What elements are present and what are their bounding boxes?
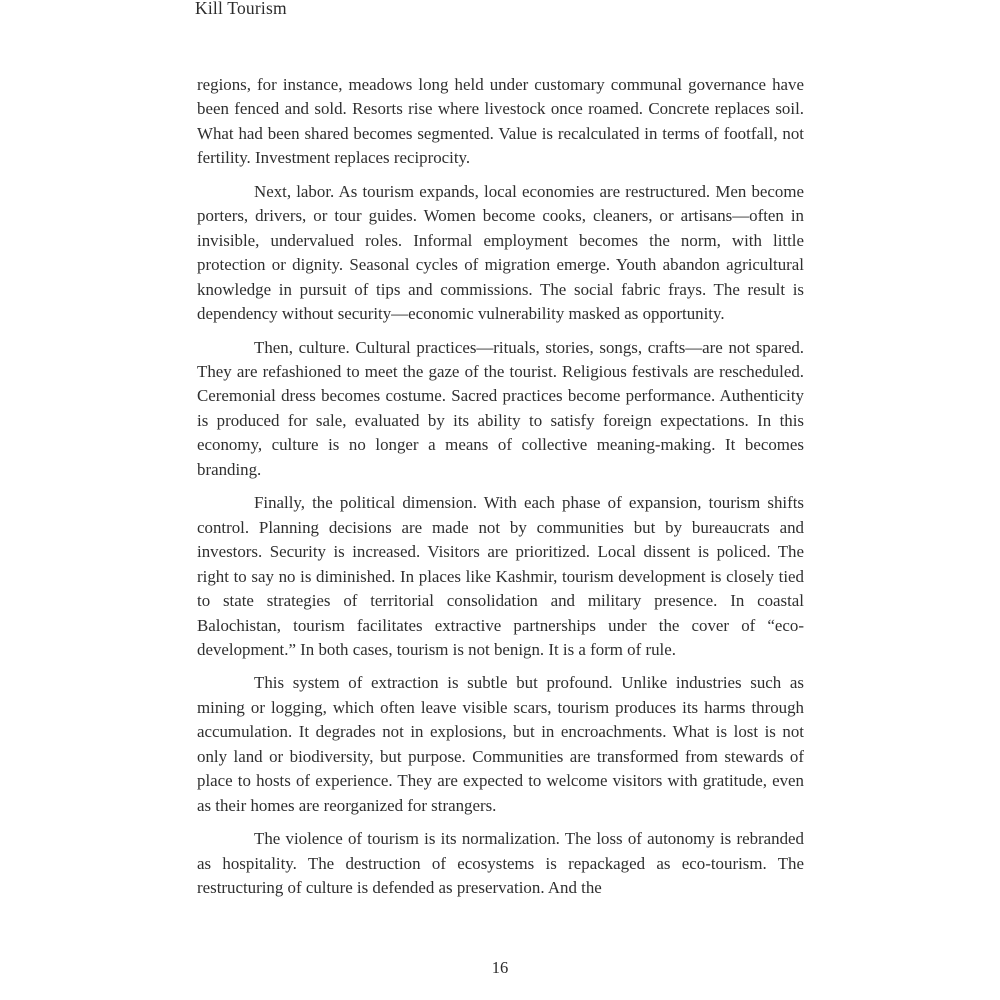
paragraph: Then, culture. Cultural practices—rituals, stories, songs, crafts—are not spared. They are refashioned to meet the gaze of the tourist. Religious festivals are rescheduled. Ceremonial dress becomes costume. Sacred practices become performance. Authenticity is produced for sale, evaluated by its ability to satisfy foreign expectations. In this economy, culture is no longer a means of collective meaning-making. It becomes branding.: [197, 337, 804, 479]
paragraph: The violence of tourism is its normalization. The loss of autonomy is rebranded as hospitality. The destruction of ecosystems is repackaged as eco-tourism. The restructuring of culture is defended as preservation. And the: [197, 829, 804, 898]
running-header: Kill Tourism: [195, 0, 287, 18]
paragraph: Finally, the political dimension. With each phase of expansion, tourism shifts control. Planning decisions are made not by communities but by bureaucrats and investors. Security is increased. Visitors are prioritized. Local dissent is policed. The right to say no is diminished. In places like Kashmir, tourism development is closely tied to state strategies of territorial consolidation and military presence. In coastal Balochistan, tourism facilitates extractive partnerships under the cover of “eco-development.” In both cases, tourism is not benign. It is a form of rule.: [197, 493, 804, 659]
body-text-column: [197, 73, 804, 910]
page-number: 16: [491, 958, 509, 977]
paragraph: regions, for instance, meadows long held under customary communal governance have been fenced and sold. Resorts rise where livestock once roamed. Concrete replaces soil. What had been shared becomes segmented. Value is recalculated in terms of footfall, not fertility. Investment replaces reciprocity.: [197, 75, 804, 168]
paragraph: This system of extraction is subtle but profound. Unlike industries such as mining or logging, which often leave visible scars, tourism produces its harms through accumulation. It degrades not in explosions, but in encroachments. What is lost is not only land or biodiversity, but purpose. Communities are transformed from stewards of place to hosts of experience. They are expected to welcome visitors with gratitude, even as their homes are reorganized for strangers.: [197, 673, 804, 815]
paragraph: Next, labor. As tourism expands, local economies are restructured. Men become porters, drivers, or tour guides. Women become cooks, cleaners, or artisans—often in invisible, undervalued roles. Informal employment becomes the norm, with little protection or dignity. Seasonal cycles of migration emerge. Youth abandon agricultural knowledge in pursuit of tips and commissions. The social fabric frays. The result is dependency without security—economic vulnerability masked as opportunity.: [197, 181, 804, 324]
